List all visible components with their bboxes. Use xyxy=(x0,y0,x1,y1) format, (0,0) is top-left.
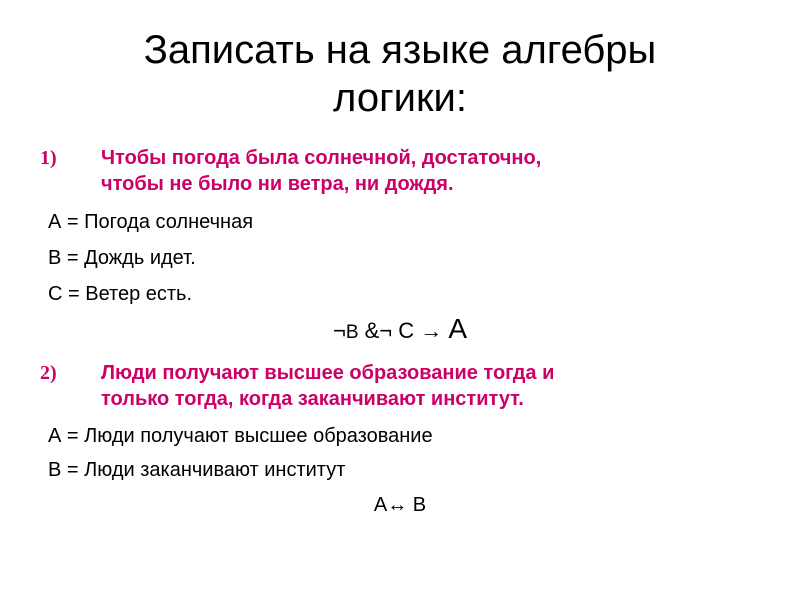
title-line-1: Записать на языке алгебры xyxy=(143,28,657,72)
formula-1-not: ¬ xyxy=(332,318,346,343)
item-1-formula xyxy=(0,313,800,345)
item-1-definition-a: А = Погода солнечная xyxy=(48,211,254,233)
formula-1-var-b: В xyxy=(345,322,359,343)
item-1-definition-c: С = Ветер есть. xyxy=(48,283,193,305)
item-2-question-line-2: только тогда, когда заканчивают институт. xyxy=(101,388,524,410)
item-2-definition-a: А = Люди получают высшее образование xyxy=(48,425,433,447)
title-line-2: логики: xyxy=(333,76,467,120)
item-1-definition-b: В = Дождь идет. xyxy=(48,247,196,269)
formula-1-and-not-c-implies: &¬ С → xyxy=(358,318,449,343)
formula-1-var-a: А xyxy=(448,313,468,344)
item-1-number: 1) xyxy=(40,147,57,169)
item-2-question-line-1: Люди получают высшее образование тогда и xyxy=(101,362,555,384)
item-2-number: 2) xyxy=(40,362,57,384)
item-2-question xyxy=(101,360,741,412)
item-1-question-line-2: чтобы не было ни ветра, ни дождя. xyxy=(101,173,454,195)
slide-title xyxy=(0,26,800,122)
item-1-question xyxy=(101,145,741,197)
item-2-formula: А↔ В xyxy=(373,494,427,516)
item-2-definition-b: В = Люди заканчивают институт xyxy=(48,459,346,481)
item-1-question-line-1: Чтобы погода была солнечной, достаточно, xyxy=(101,147,542,169)
